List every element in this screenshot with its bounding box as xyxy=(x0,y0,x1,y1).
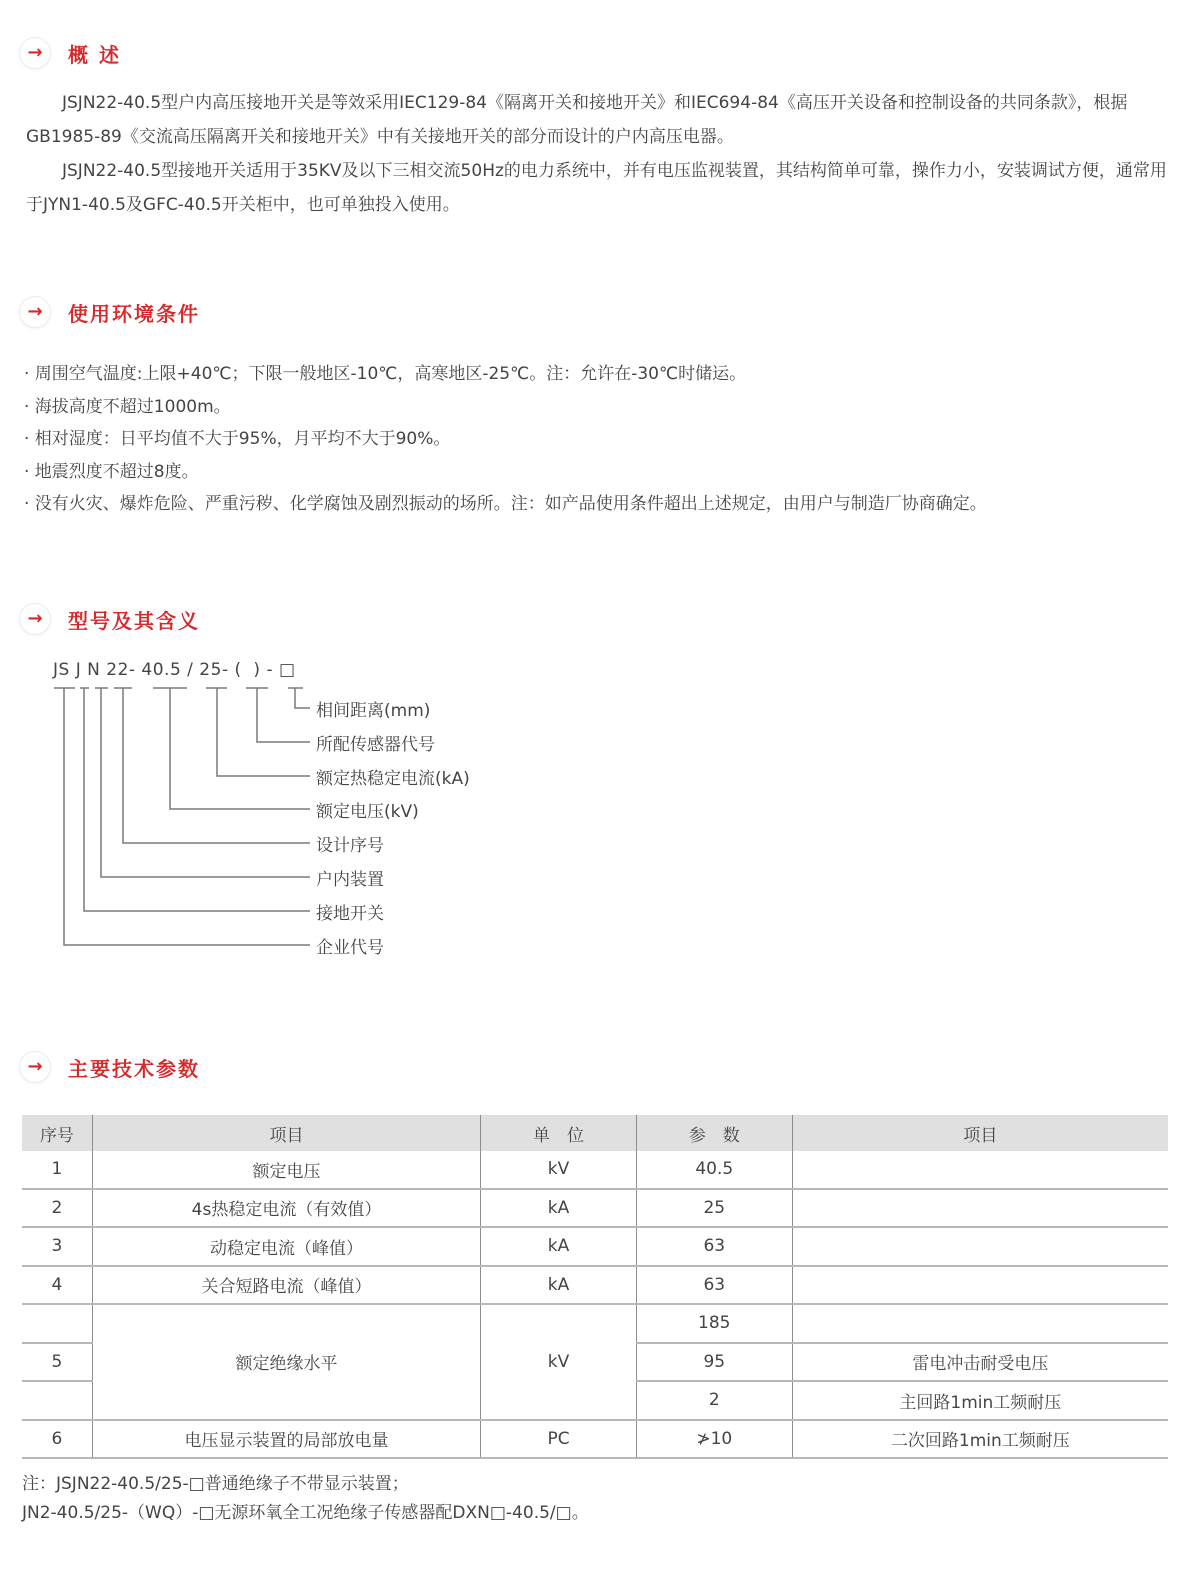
section-title: 型号及其含义 xyxy=(68,608,200,633)
header-unit: 单 位 xyxy=(481,1115,637,1151)
arrow-right-icon: → xyxy=(20,38,50,68)
meaning-grounding-switch: 接地开关 xyxy=(316,904,384,924)
cell-value: ≯10 xyxy=(636,1420,792,1459)
leader-line xyxy=(101,688,310,877)
spec-table xyxy=(22,1115,1168,1459)
table-header-row xyxy=(22,1115,1168,1151)
arrow-right-icon: → xyxy=(20,1052,50,1082)
section-title: 主要技术参数 xyxy=(68,1056,200,1081)
cell-note xyxy=(792,1189,1168,1228)
cell-item: 关合短路电流（峰值） xyxy=(92,1266,480,1305)
meaning-rated-voltage: 额定电压(kV) xyxy=(316,802,419,822)
cell-unit: kV xyxy=(481,1151,637,1189)
cell-unit: kV xyxy=(481,1304,637,1420)
cell-item: 额定电压 xyxy=(92,1151,480,1189)
cell-no: 1 xyxy=(22,1151,92,1189)
table-row xyxy=(22,1266,1168,1305)
cell-item: 动稳定电流（峰值） xyxy=(92,1227,480,1266)
table-row xyxy=(22,1304,1168,1343)
arrow-right-icon: → xyxy=(20,297,50,327)
section-title: 使用环境条件 xyxy=(68,301,200,326)
list-item: · 没有火灾、爆炸危险、严重污秽、化学腐蚀及剧烈振动的场所。注：如产品使用条件超出上述规定，由用户与制造厂协商确定。 xyxy=(24,494,987,515)
cell-note: 主回路1min工频耐压 xyxy=(792,1381,1168,1420)
header-note: 项目 xyxy=(792,1115,1168,1151)
arrow-right-icon: → xyxy=(20,604,50,634)
footnote-line: JN2-40.5/25-（WQ）-□无源环氧全工况绝缘子传感器配DXN□-40.5/□。 xyxy=(22,1503,589,1523)
cell-unit: kA xyxy=(481,1227,637,1266)
cell-no: 5 xyxy=(22,1343,92,1382)
cell-value: 2 xyxy=(636,1381,792,1420)
cell-note xyxy=(792,1227,1168,1266)
cell-value: 185 xyxy=(636,1304,792,1343)
section-title: 概 述 xyxy=(68,42,121,67)
header-no: 序号 xyxy=(22,1115,92,1151)
meaning-phase-distance: 相间距离(mm) xyxy=(316,701,431,721)
header-value: 参 数 xyxy=(636,1115,792,1151)
list-item: · 周围空气温度:上限+40℃；下限一般地区-10℃，高寒地区-25℃。注：允许在-30℃时储运。 xyxy=(24,364,747,384)
cell-no: 3 xyxy=(22,1227,92,1266)
cell-no: 6 xyxy=(22,1420,92,1459)
paragraph: JSJN22-40.5型户内高压接地开关是等效采用IEC129-84《隔离开关和接地开关》和IEC694-84《高压开关设备和控制设备的共同条款》，根据GB1985-89《交流高压隔离开关和接地开关》中有关接地开关的部分而设计的户内高压电器。 xyxy=(26,93,1128,147)
meaning-company-code: 企业代号 xyxy=(316,938,384,958)
meaning-thermal-current: 额定热稳定电流(kA) xyxy=(316,769,470,789)
cell-unit: kA xyxy=(481,1266,637,1305)
cell-item: 4s热稳定电流（有效值） xyxy=(92,1189,480,1228)
cell-no xyxy=(22,1304,92,1343)
cell-note xyxy=(792,1304,1168,1343)
cell-note xyxy=(792,1151,1168,1189)
cell-value: 25 xyxy=(636,1189,792,1228)
paragraph: JSJN22-40.5型接地开关适用于35KV及以下三相交流50Hz的电力系统中，并有电压监视装置，其结构简单可靠，操作力小，安装调试方便，通常用于JYN1-40.5及GFC-40.5开关柜中，也可单独投入使用。 xyxy=(26,161,1167,215)
header-item: 项目 xyxy=(92,1115,480,1151)
table-row xyxy=(22,1151,1168,1189)
cell-no: 2 xyxy=(22,1189,92,1228)
cell-unit: PC xyxy=(481,1420,637,1459)
cell-item: 额定绝缘水平 xyxy=(92,1304,480,1420)
cell-value: 63 xyxy=(636,1266,792,1305)
cell-no: 4 xyxy=(22,1266,92,1305)
table-row xyxy=(22,1420,1168,1459)
section-params-header xyxy=(20,1050,200,1084)
list-item: · 地震烈度不超过8度。 xyxy=(24,461,199,482)
cell-unit: kA xyxy=(481,1189,637,1228)
cell-note: 雷电冲击耐受电压 xyxy=(792,1343,1168,1382)
footnote-line: 注：JSJN22-40.5/25-□普通绝缘子不带显示装置； xyxy=(22,1474,409,1494)
cell-note: 二次回路1min工频耐压 xyxy=(792,1420,1168,1459)
footnote xyxy=(22,1470,589,1528)
table-row xyxy=(22,1227,1168,1266)
meaning-indoor: 户内装置 xyxy=(316,870,384,890)
cell-note xyxy=(792,1266,1168,1305)
leader-line xyxy=(257,688,310,742)
leader-line xyxy=(295,688,310,708)
leader-line xyxy=(170,688,310,809)
list-item: · 相对湿度：日平均值不大于95%，月平均不大于90%。 xyxy=(24,429,451,450)
cell-item: 电压显示装置的局部放电量 xyxy=(92,1420,480,1459)
table-row xyxy=(22,1189,1168,1228)
cell-no xyxy=(22,1381,92,1420)
meaning-design-number: 设计序号 xyxy=(316,836,384,856)
list-item: · 海拔高度不超过1000m。 xyxy=(24,396,231,417)
cell-value: 63 xyxy=(636,1227,792,1266)
cell-value: 95 xyxy=(636,1343,792,1382)
cell-value: 40.5 xyxy=(636,1151,792,1189)
leader-line xyxy=(217,688,310,776)
meaning-sensor-code: 所配传感器代号 xyxy=(316,735,435,755)
model-code: JS J N 22- 40.5 / 25- ( ) - □ xyxy=(53,660,296,680)
